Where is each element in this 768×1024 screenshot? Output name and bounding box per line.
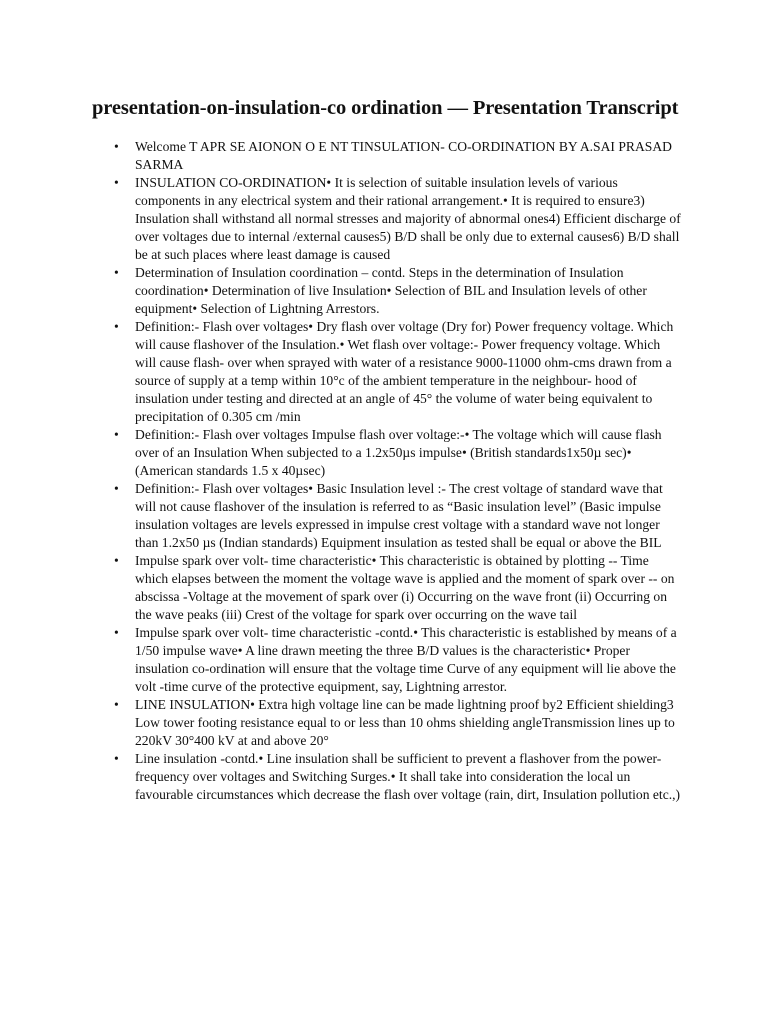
transcript-item-6: • Definition:- Flash over voltages• Basic Insulation level :- The crest voltage of standard wave that will not cause flashover of the insulation is referred to as “Basic insulation level” (Basic impulse insulation voltages are levels expressed in impulse crest voltage with a standard wave not longer than 1.2x50 µs (Indian standards) Equipment insulation as tested shall be equal or above the BIL [92,480,682,552]
transcript-item-10: • Line insulation -contd.• Line insulation shall be sufficient to prevent a flashover from the power- frequency over voltages and Switching Surges.• It shall take into consideration the local un favourable circumstances which decrease the flash over voltage (rain, dirt, Insulation pollution etc.,) [92,750,682,804]
page-title: presentation-on-insulation-co ordination — Presentation Transcript [92,97,679,119]
transcript-item-2: • INSULATION CO-ORDINATION• It is selection of suitable insulation levels of various components in any electrical system and their rational arrangement.• It is required to ensure3) Insulation shall withstand all normal stresses and majority of abnormal ones4) Efficient discharge of over voltages due to internal /external causes5) B/D shall be only due to external causes6) B/D shall be at such places where least damage is caused [92,174,682,264]
transcript-item-5: • Definition:- Flash over voltages Impulse flash over voltage:-• The voltage which will cause flash over of an Insulation When subjected to a 1.2x50µs impulse• (British standards1x50µ sec)• (American standards 1.5 x 40µsec) [92,426,682,480]
transcript-list [92,138,682,804]
transcript-item-3: • Determination of Insulation coordination – contd. Steps in the determination of Insulation coordination• Determination of live Insulation• Selection of BIL and Insulation levels of other equipment• Selection of Lightning Arrestors. [92,264,682,318]
transcript-item-1: • Welcome T APR SE AIONON O E NT TINSULATION- CO-ORDINATION BY A.SAI PRASAD SARMA [92,138,682,174]
transcript-page [92,94,682,804]
transcript-item-8: • Impulse spark over volt- time characteristic -contd.• This characteristic is established by means of a 1/50 impulse wave• A line drawn meeting the three B/D values is the characteristic• Proper insulation co-ordination will ensure that the voltage time Curve of any equipment will lie above the volt -time curve of the protective equipment, say, Lightning arrestor. [92,624,682,696]
transcript-item-7: • Impulse spark over volt- time characteristic• This characteristic is obtained by plotting -- Time which elapses between the moment the voltage wave is applied and the moment of spark over -- on abscissa -Voltage at the movement of spark over (i) Occurring on the wave front (ii) Occurring on the wave peaks (iii) Crest of the voltage for spark over occurring on the wave tail [92,552,682,624]
transcript-item-4: • Definition:- Flash over voltages• Dry flash over voltage (Dry for) Power frequency voltage. Which will cause flashover of the Insulation.• Wet flash over voltage:- Power frequency voltage. Which will cause flash- over when sprayed with water of a resistance 9000-11000 ohm-cms drawn from a source of supply at a temp within 10°c of the ambient temperature in the neighbour- hood of insulation under testing and directed at an angle of 45° the volume of water being equivalent to precipitation of 0.305 cm /min [92,318,682,426]
transcript-item-9: • LINE INSULATION• Extra high voltage line can be made lightning proof by2 Efficient shielding3 Low tower footing resistance equal to or less than 10 ohms shielding angleTransmission lines up to 220kV 30°400 kV at and above 20° [92,696,682,750]
